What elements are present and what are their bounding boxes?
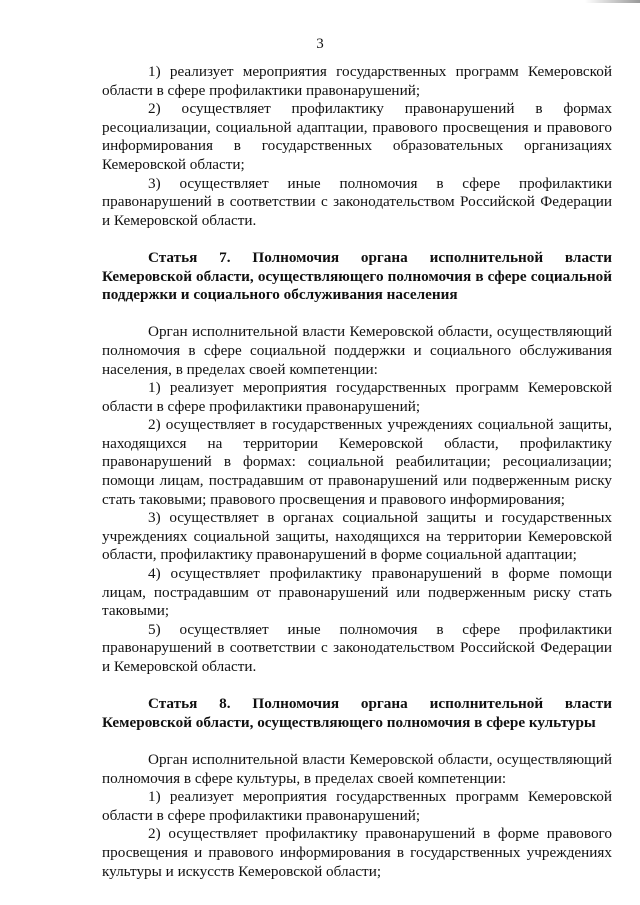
paragraph: 4) осуществляет профилактику правонарушений в форме помощи лицам, пострадавшим от правонарушений или подверженным риску стать таковыми; xyxy=(102,565,612,620)
paragraph: 3) осуществляет в органах социальной защиты и государственных учреждениях социальной защиты, находящихся на территории Кемеровской области, профилактику правонарушений в форме социальной адаптации; xyxy=(102,509,612,564)
paragraph: 1) реализует мероприятия государственных программ Кемеровской области в сфере профилактики правонарушений; xyxy=(102,788,612,824)
section-spacer xyxy=(102,732,612,751)
page-number: 3 xyxy=(316,36,324,52)
paragraph: 2) осуществляет профилактику правонарушений в форме правового просвещения и правового информирования в государственных учреждениях культуры и искусств Кемеровской области; xyxy=(102,825,612,880)
paragraph: Орган исполнительной власти Кемеровской области, осуществляющий полномочия в сфере культуры, в пределах своей компетенции: xyxy=(102,750,612,787)
paragraph: Орган исполнительной власти Кемеровской области, осуществляющий полномочия в сфере социальной поддержки и социального обслуживания населения, в пределах своей компетенции: xyxy=(102,323,612,378)
paragraph: 1) реализует мероприятия государственных программ Кемеровской области в сфере профилактики правонарушений; xyxy=(102,63,612,99)
paragraph: 2) осуществляет профилактику правонарушений в формах ресоциализации, социальной адаптации, правового просвещения и правового информирования в государственных образовательных организациях Кемеровской области; xyxy=(102,100,612,173)
article-heading: Статья 8. Полномочия органа исполнительной власти Кемеровской области, осуществляющего полномочия в сфере культуры xyxy=(102,695,612,731)
section-spacer xyxy=(102,230,612,249)
paragraph: 3) осуществляет иные полномочия в сфере профилактики правонарушений в соответствии с законодательством Российской Федерации и Кемеровской области. xyxy=(102,174,612,229)
paragraph: 2) осуществляет в государственных учреждениях социальной защиты, находящихся на территории Кемеровской области, профилактику правонарушений в формах: социальной реабилитации; ресоциализации; помощи лицам, пострадавшим от правонарушений или подверженным риску стать таковыми; правового просвещения и правового информирования; xyxy=(102,416,612,508)
document-body xyxy=(102,63,612,881)
scan-edge-artifact xyxy=(585,0,640,3)
section-spacer xyxy=(102,677,612,696)
article-heading: Статья 7. Полномочия органа исполнительной власти Кемеровской области, осуществляющего полномочия в сфере социальной поддержки и социального обслуживания населения xyxy=(102,248,612,304)
paragraph: 1) реализует мероприятия государственных программ Кемеровской области в сфере профилактики правонарушений; xyxy=(102,379,612,415)
section-spacer xyxy=(102,305,612,324)
paragraph: 5) осуществляет иные полномочия в сфере профилактики правонарушений в соответствии с законодательством Российской Федерации и Кемеровской области. xyxy=(102,620,612,675)
